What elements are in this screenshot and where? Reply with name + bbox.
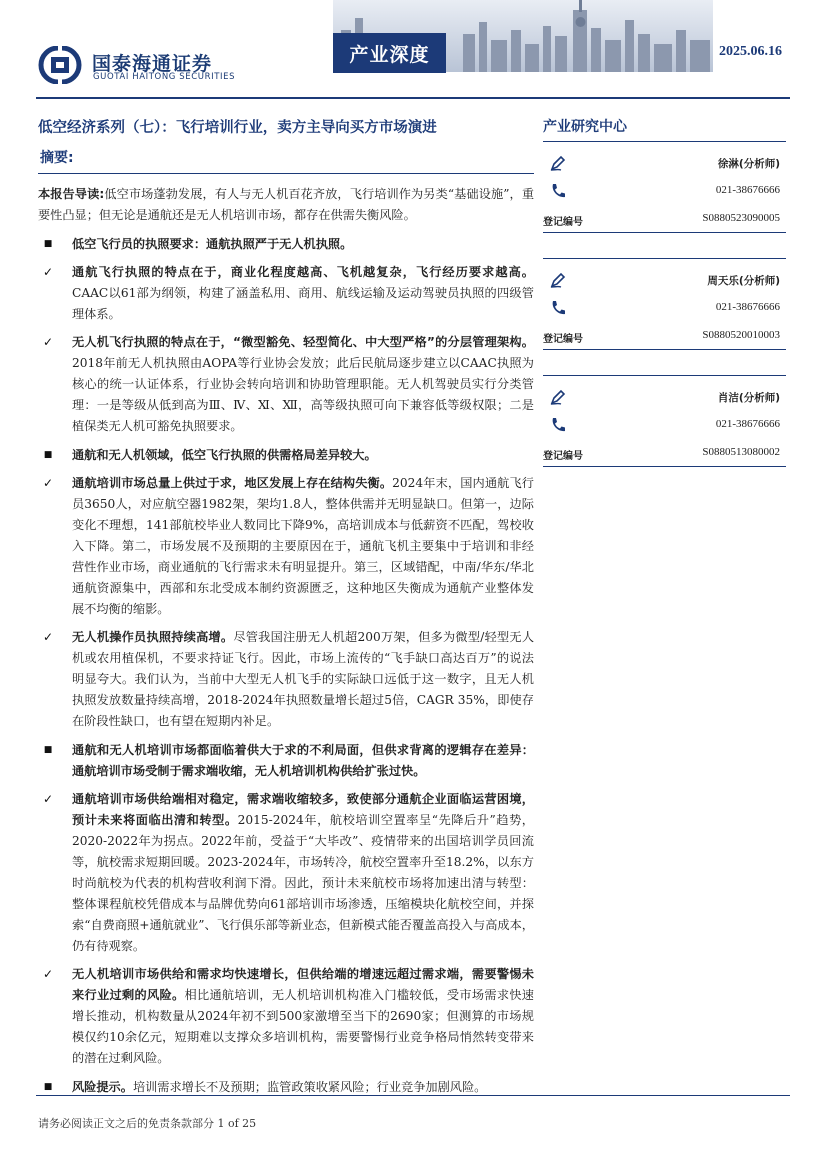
research-center-title: 产业研究中心: [543, 116, 786, 142]
key-point-text: 相比通航培训，无人机培训机构准入门槛较低，受市场需求快速增长推动，机构数量从2024年初不到500家激增至当下的2690家；但测算的市场规模仅约10余亿元，短期难以支撑众多培训机构，需要警惕行业竞争格局悄然转变带来的潜在过剩风险。: [72, 988, 534, 1065]
main-column: [38, 116, 534, 1098]
key-point-text: CAAC以61部为纲领，构建了涵盖私用、商用、航线运输及运动驾驶员执照的四级管理体系。: [72, 286, 534, 321]
checkmark-bullet-icon: ✓: [42, 967, 54, 981]
key-point-lead: 通航培训市场供给端相对稳定，需求端收缩较多，致使部分通航企业面临运营困境，预计未来将面临出清和转型。: [72, 792, 534, 827]
key-point-lead: 无人机操作员执照持续高增。: [72, 630, 234, 644]
analyst-phone: 021-38676666: [715, 184, 780, 196]
report-type-tag: 产业深度: [333, 33, 446, 73]
analyst-name-row: [543, 267, 786, 295]
abstract-heading: [38, 146, 534, 174]
analyst-reg-number: S0880513080002: [702, 446, 780, 458]
report-title: 低空经济系列（七）：飞行培训行业，卖方主导向买方市场演进: [38, 120, 437, 136]
intro-text: 低空市场蓬勃发展，有人与无人机百花齐放，飞行培训作为另类“基础设施”，重要性凸显；但无论是通航还是无人机培训市场，都存在供需失衡风险。: [38, 187, 535, 222]
checkmark-bullet-icon: ✓: [42, 630, 54, 644]
key-point-detail: [38, 789, 534, 957]
key-point-detail: [38, 262, 534, 325]
pen-icon: [549, 271, 567, 289]
analyst-reg-row: [543, 206, 786, 232]
key-point-detail: [38, 332, 534, 437]
report-date: 2025.06.16: [719, 44, 782, 59]
analyst-phone-row: [543, 178, 786, 206]
key-point-detail: [38, 964, 534, 1069]
intro-lead: 本报告导读:: [38, 187, 105, 201]
checkmark-bullet-icon: ✓: [42, 265, 54, 279]
key-point-detail: [38, 627, 534, 732]
checkmark-bullet-icon: ✓: [42, 792, 54, 806]
analyst-name: 肖洁(分析师): [717, 392, 780, 404]
key-point-lead: 风险提示。: [72, 1080, 133, 1094]
key-point-lead: 无人机飞行执照的特点在于，“微型豁免、轻型简化、中大型严格”的分层管理架构。: [72, 335, 534, 349]
report-header: [0, 0, 826, 100]
analyst-list: [543, 142, 786, 467]
key-point-lead: 通航培训市场总量上供过于求，地区发展上存在结构失衡。: [72, 476, 393, 490]
checkmark-bullet-icon: ✓: [42, 476, 54, 490]
analyst-card: [543, 142, 786, 233]
analyst-reg-row: [543, 323, 786, 349]
analyst-name-row: [543, 384, 786, 412]
key-point-lead: 通航飞行执照的特点在于，商业化程度越高、飞机越复杂，飞行经历要求越高。: [72, 265, 534, 279]
pen-icon: [549, 388, 567, 406]
analyst-reg-row: [543, 440, 786, 466]
analyst-card: [543, 375, 786, 467]
analyst-reg-number: S0880520010003: [702, 329, 780, 341]
analyst-phone-row: [543, 295, 786, 323]
analyst-phone-row: [543, 412, 786, 440]
key-point-detail: [38, 473, 534, 620]
abstract-label: 摘要:: [40, 150, 74, 166]
report-intro: [38, 184, 534, 226]
brand-name-cn: 国泰海通证券: [92, 53, 213, 75]
key-point-text: 2018年前无人机执照由AOPA等行业协会发放；此后民航局逐步建立以CAAC执照为核心的统一认证体系，行业协会转向培训和协助管理职能。无人机驾驶员实行分类管理：一是等级从低到高为Ⅲ、Ⅳ、Ⅺ、Ⅻ，高等级执照可向下兼容低等级权限；二是植保类无人机可豁免执照要求。: [72, 356, 534, 433]
square-bullet-icon: ■: [43, 745, 53, 755]
key-points-list: [38, 234, 534, 1098]
key-point-lead: 无人机培训市场供给和需求均快速增长，但供给端的增速远超过需求端，需要警惕未来行业过剩的风险。: [72, 967, 534, 1002]
key-point-text: 2024年末，国内通航飞行员3650人，对应航空器1982架，架均1.8人，整体供需并无明显缺口。但第一，边际变化不理想，141部航校毕业人数同比下降9%，高培训成本与低薪资不匹配，驾校收入下降。第二，市场发展不及预期的主要原因在于，通航飞机主要集中于培训和非经营性作业市场，商业通航的飞行需求未有明显提升。第三，区域错配，中南/华东/华北通航资源集中，西部和东北受成本制约资源匮乏，这种地区失衡成为通航产业整体发展不均衡的缩影。: [72, 476, 534, 616]
analyst-phone: 021-38676666: [715, 301, 780, 313]
checkmark-bullet-icon: ✓: [42, 335, 54, 349]
footer-disclaimer: 请务必阅读正文之后的免责条款部分 1 of 25: [38, 1117, 257, 1130]
reg-label: 登记编号: [543, 217, 583, 228]
pen-icon: [549, 154, 567, 172]
square-bullet-icon: ■: [43, 239, 53, 249]
key-point-heading: [38, 445, 534, 466]
key-point-lead: 通航和无人机培训市场都面临着供大于求的不利局面，但供求背离的逻辑存在差异：通航培训市场受制于需求端收缩，无人机培训机构供给扩张过快。: [72, 743, 534, 778]
key-point-heading: [38, 234, 534, 255]
key-point-lead: 低空飞行员的执照要求：通航执照严于无人机执照。: [72, 237, 353, 251]
footer-divider: [36, 1095, 790, 1096]
analyst-reg-number: S0880523090005: [702, 212, 780, 224]
analyst-phone: 021-38676666: [715, 418, 780, 430]
key-point-text: 培训需求增长不及预期；监管政策收紧风险；行业竞争加剧风险。: [132, 1080, 487, 1094]
analyst-name: 周天乐(分析师): [707, 275, 780, 287]
brand-name-en: GUOTAI HAITONG SECURITIES: [93, 72, 236, 82]
header-divider: [36, 97, 790, 99]
phone-icon: [549, 182, 567, 200]
square-bullet-icon: ■: [43, 1082, 53, 1092]
key-point-text: 尽管我国注册无人机超200万架，但多为微型/轻型无人机或农用植保机，不要求持证飞行。因此，市场上流传的“飞手缺口高达百万”的说法明显夸大。我们认为，当前中大型无人机飞手的实际缺口远低于这一数字，且无人机执照发放数量持续高增，2018-2024年执照数量增长超过5倍，CAGR 35%，即使存在阶段性缺口，也有望在短期内补足。: [72, 630, 535, 728]
analyst-name-row: [543, 150, 786, 178]
key-point-lead: 通航和无人机领域，低空飞行执照的供需格局差异较大。: [72, 448, 377, 462]
square-bullet-icon: ■: [43, 450, 53, 460]
key-point-heading: [38, 740, 534, 782]
reg-label: 登记编号: [543, 334, 583, 345]
analyst-name: 徐淋(分析师): [717, 158, 780, 170]
reg-label: 登记编号: [543, 451, 583, 462]
key-point-text: 2015-2024年，航校培训空置率呈“先降后升”趋势，2020-2022年为拐点。2022年前，受益于“大毕改”、疫情带来的出国培训学员回流等，航校需求短期回暖。2023-2024年，市场转冷，航校空置率升至18.2%，以东方时尚航校为代表的机构营收利润下滑。因此，预计未来航校市场将加速出清与转型：整体课程航校凭借成本与品牌优势向61部培训市场渗透，压缩模块化航校空间，并探索“自费商照+通航就业”、飞行俱乐部等新业态，但新模式能否覆盖高投入与高成本，仍有待观察。: [72, 813, 534, 953]
brand-logo-icon: [38, 46, 82, 84]
analyst-card: [543, 258, 786, 350]
phone-icon: [549, 299, 567, 317]
phone-icon: [549, 416, 567, 434]
analyst-sidebar: [543, 116, 786, 467]
